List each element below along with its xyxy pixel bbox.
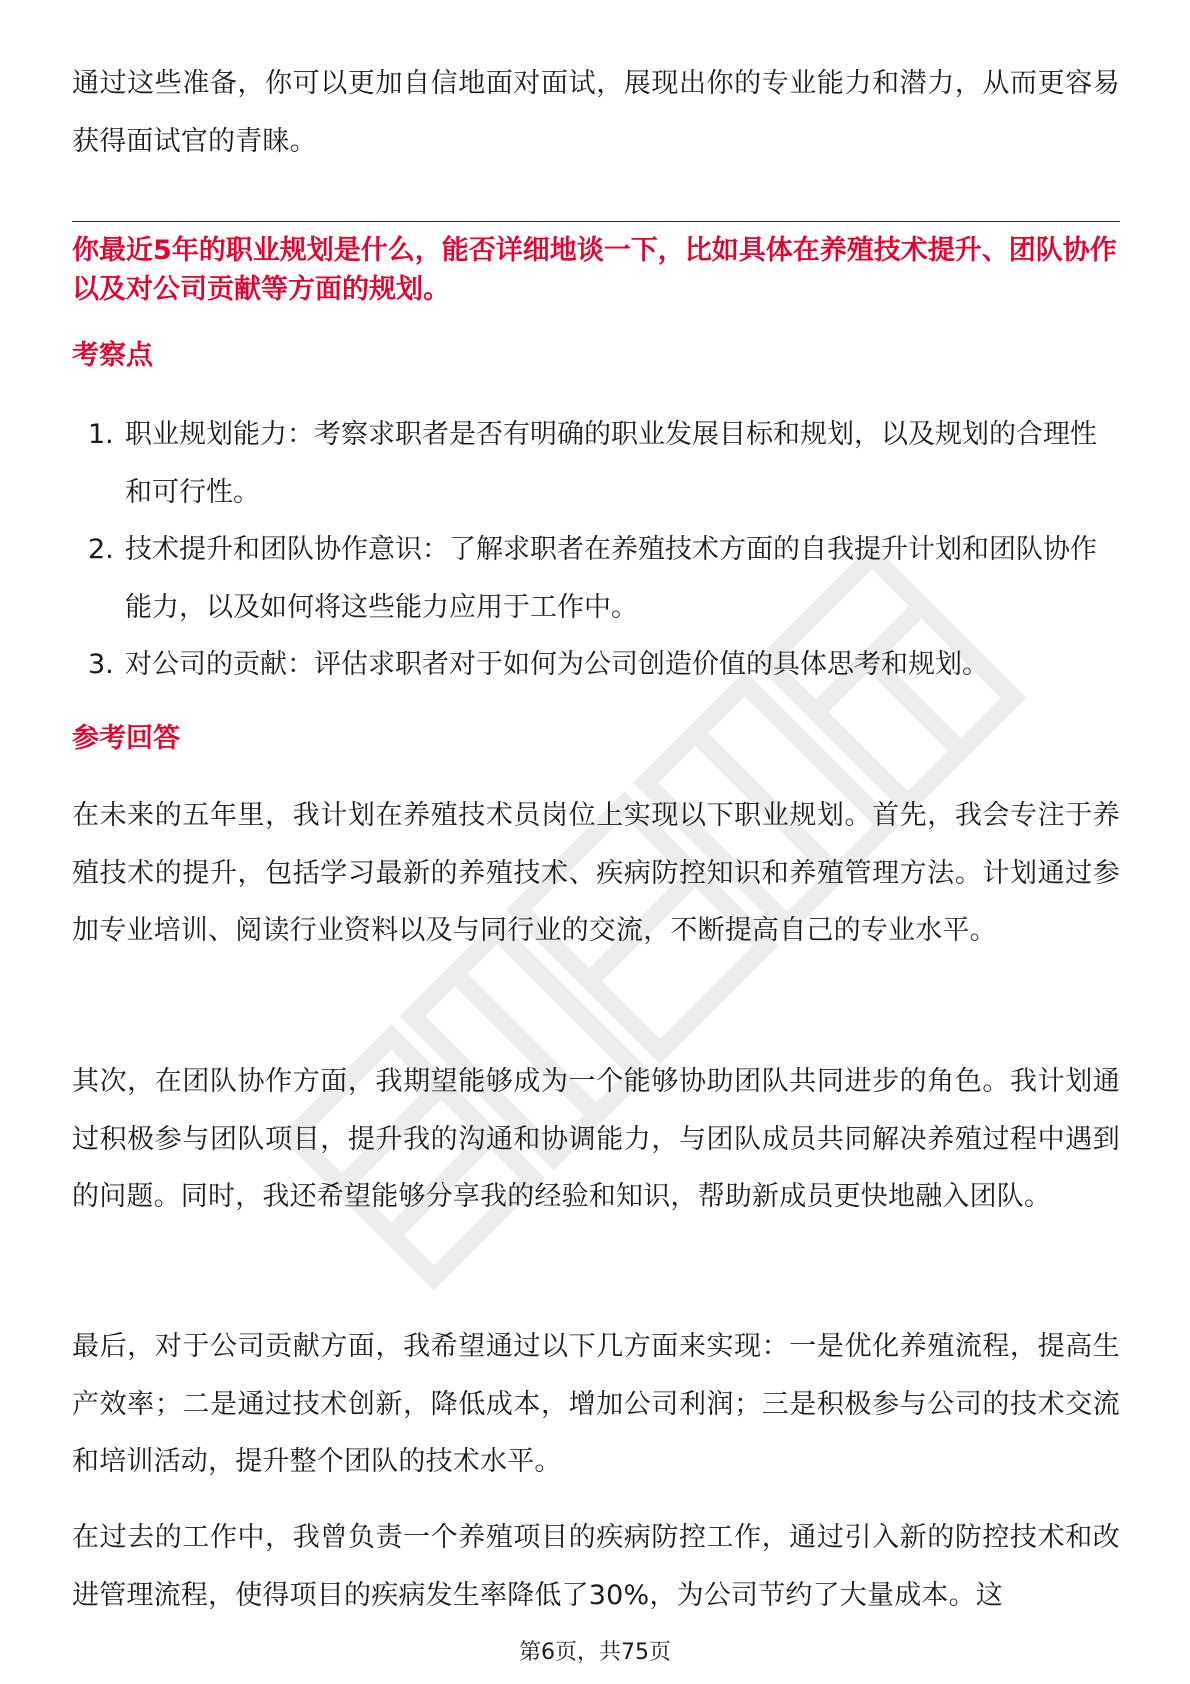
assessment-points bbox=[72, 406, 1120, 694]
point-text: 技术提升和团队协作意识：了解求职者在养殖技术方面的自我提升计划和团队协作能力，以及如何将这些能力应用于工作中。 bbox=[125, 534, 1097, 623]
answer-paragraph: 其次，在团队协作方面，我期望能够成为一个能够协助团队共同进步的角色。我计划通过积极参与团队项目，提升我的沟通和协调能力，与团队成员共同解决养殖过程中遇到的问题。同时，我还希望能够分享我的经验和知识，帮助新成员更快地融入团队。 bbox=[72, 1066, 1120, 1212]
assessment-point bbox=[72, 636, 1120, 694]
assessment-point bbox=[72, 406, 1120, 521]
answer-paragraph: 最后，对于公司贡献方面，我希望通过以下几方面来实现：一是优化养殖流程，提高生产效率；二是通过技术创新，降低成本，增加公司利润；三是积极参与公司的技术交流和培训活动，提升整个团队的技术水平。 bbox=[72, 1331, 1120, 1477]
answer-paragraph: 在未来的五年里，我计划在养殖技术员岗位上实现以下职业规划。首先，我会专注于养殖技术的提升，包括学习最新的养殖技术、疾病防控知识和养殖管理方法。计划通过参加专业培训、阅读行业资料以及与同行业的交流，不断提高自己的专业水平。 bbox=[72, 800, 1120, 946]
interview-question: 你最近5年的职业规划是什么，能否详细地谈一下，比如具体在养殖技术提升、团队协作以及对公司贡献等方面的规划。 bbox=[72, 235, 1117, 305]
reference-answer-title: 参考回答 bbox=[72, 723, 180, 754]
section-divider bbox=[72, 221, 1120, 222]
assessment-point bbox=[72, 521, 1120, 636]
answer-paragraph: 在过去的工作中，我曾负责一个养殖项目的疾病防控工作，通过引入新的防控技术和改进管理流程，使得项目的疾病发生率降低了30%，为公司节约了大量成本。这 bbox=[72, 1522, 1120, 1611]
point-number: 3. bbox=[88, 649, 114, 680]
point-number: 1. bbox=[88, 419, 114, 450]
intro-paragraph: 通过这些准备，你可以更加自信地面对面试，展现出你的专业能力和潜力，从而更容易获得面试官的青睐。 bbox=[72, 68, 1120, 157]
page-number-footer: 第6页，共75页 bbox=[519, 1640, 671, 1665]
assessment-title: 考察点 bbox=[72, 340, 153, 371]
point-text: 职业规划能力：考察求职者是否有明确的职业发展目标和规划，以及规划的合理性和可行性。 bbox=[125, 419, 1097, 508]
point-number: 2. bbox=[88, 534, 114, 565]
point-text: 对公司的贡献：评估求职者对于如何为公司创造价值的具体思考和规划。 bbox=[125, 649, 989, 680]
